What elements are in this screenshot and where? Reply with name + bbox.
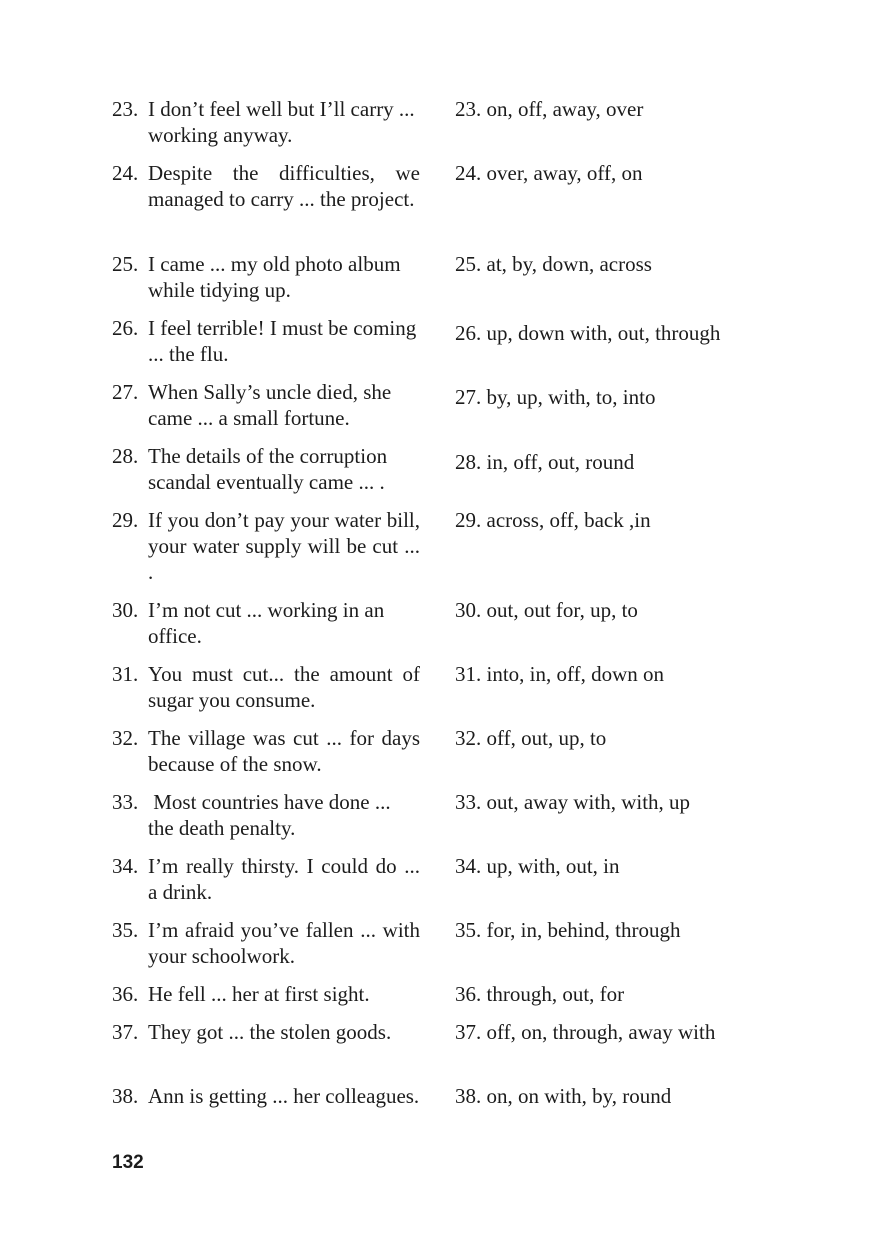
answer-options: 27. by, up, with, to, into <box>455 385 656 409</box>
question-text: If you don’t pay your water bill, your water supply will be cut ... . <box>148 508 420 584</box>
question-item <box>112 981 420 1007</box>
question-number: 23. <box>112 97 139 121</box>
question-item <box>112 1019 420 1045</box>
question-number: 32. <box>112 726 139 750</box>
question-number: 25. <box>112 252 139 276</box>
question-item <box>112 443 420 495</box>
answer-options: 31. into, in, off, down on <box>455 662 665 686</box>
question-item <box>112 379 420 431</box>
question-item <box>112 315 420 367</box>
question-text: I don’t feel well but I’ll carry ... working anyway. <box>148 97 415 147</box>
question-number: 35. <box>112 918 139 942</box>
question-number: 29. <box>112 508 139 532</box>
question-text: Most countries have done ... the death penalty. <box>148 790 396 840</box>
question-text: Despite the difficulties, we managed to carry ... the project. <box>148 161 420 211</box>
question-item <box>112 507 420 585</box>
question-text: Ann is getting ... her colleagues. <box>148 1084 420 1108</box>
question-text: I feel terrible! I must be coming ... the flu. <box>148 316 417 366</box>
answer-options: 33. out, away with, with, up <box>455 790 691 814</box>
question-text: When Sally’s uncle died, she came ... a small fortune. <box>148 380 392 430</box>
question-number: 36. <box>112 982 139 1006</box>
question-item <box>112 96 420 148</box>
answer-options: 23. on, off, away, over <box>455 97 644 121</box>
question-number: 38. <box>112 1084 139 1108</box>
question-item <box>112 597 420 649</box>
answer-options: 34. up, with, out, in <box>455 854 620 878</box>
question-item <box>112 725 420 777</box>
question-number: 27. <box>112 380 139 404</box>
question-number: 26. <box>112 316 139 340</box>
question-number: 31. <box>112 662 139 686</box>
answer-options: 29. across, off, back ,in <box>455 508 651 532</box>
question-number: 30. <box>112 598 139 622</box>
answer-options: 24. over, away, off, on <box>455 161 643 185</box>
answer-options: 25. at, by, down, across <box>455 252 652 276</box>
answer-options: 38. on, on with, by, round <box>455 1084 672 1108</box>
question-item <box>112 661 420 713</box>
page-number: 132 <box>112 1152 144 1173</box>
question-number: 37. <box>112 1020 139 1044</box>
question-item <box>112 789 420 841</box>
answer-options: 35. for, in, behind, through <box>455 918 681 942</box>
question-text: I’m not cut ... working in an office. <box>148 598 385 648</box>
question-text: I’m afraid you’ve fallen ... with your schoolwork. <box>148 918 420 968</box>
question-number: 28. <box>112 444 139 468</box>
question-item <box>112 1083 420 1109</box>
answer-options: 32. off, out, up, to <box>455 726 607 750</box>
question-text: The village was cut ... for days because of the snow. <box>148 726 420 776</box>
question-item <box>112 917 420 969</box>
question-text: You must cut... the amount of sugar you consume. <box>148 662 420 712</box>
question-text: They got ... the stolen goods. <box>148 1020 392 1044</box>
question-number: 34. <box>112 854 139 878</box>
answer-options: 30. out, out for, up, to <box>455 598 638 622</box>
question-item <box>112 160 420 212</box>
answer-options: 37. off, on, through, away with <box>455 1020 716 1044</box>
question-item <box>112 251 420 303</box>
question-item <box>112 853 420 905</box>
answer-options: 28. in, off, out, round <box>455 450 635 474</box>
question-text: He fell ... her at first sight. <box>148 982 370 1006</box>
question-text: I came ... my old photo album while tidying up. <box>148 252 401 302</box>
answer-options: 26. up, down with, out, through <box>455 321 721 345</box>
question-number: 24. <box>112 161 139 185</box>
question-text: I’m really thirsty. I could do ... a drink. <box>148 854 420 904</box>
answer-options: 36. through, out, for <box>455 982 625 1006</box>
question-number: 33. <box>112 790 139 814</box>
question-text: The details of the corruption scandal eventually came ... . <box>148 444 388 494</box>
